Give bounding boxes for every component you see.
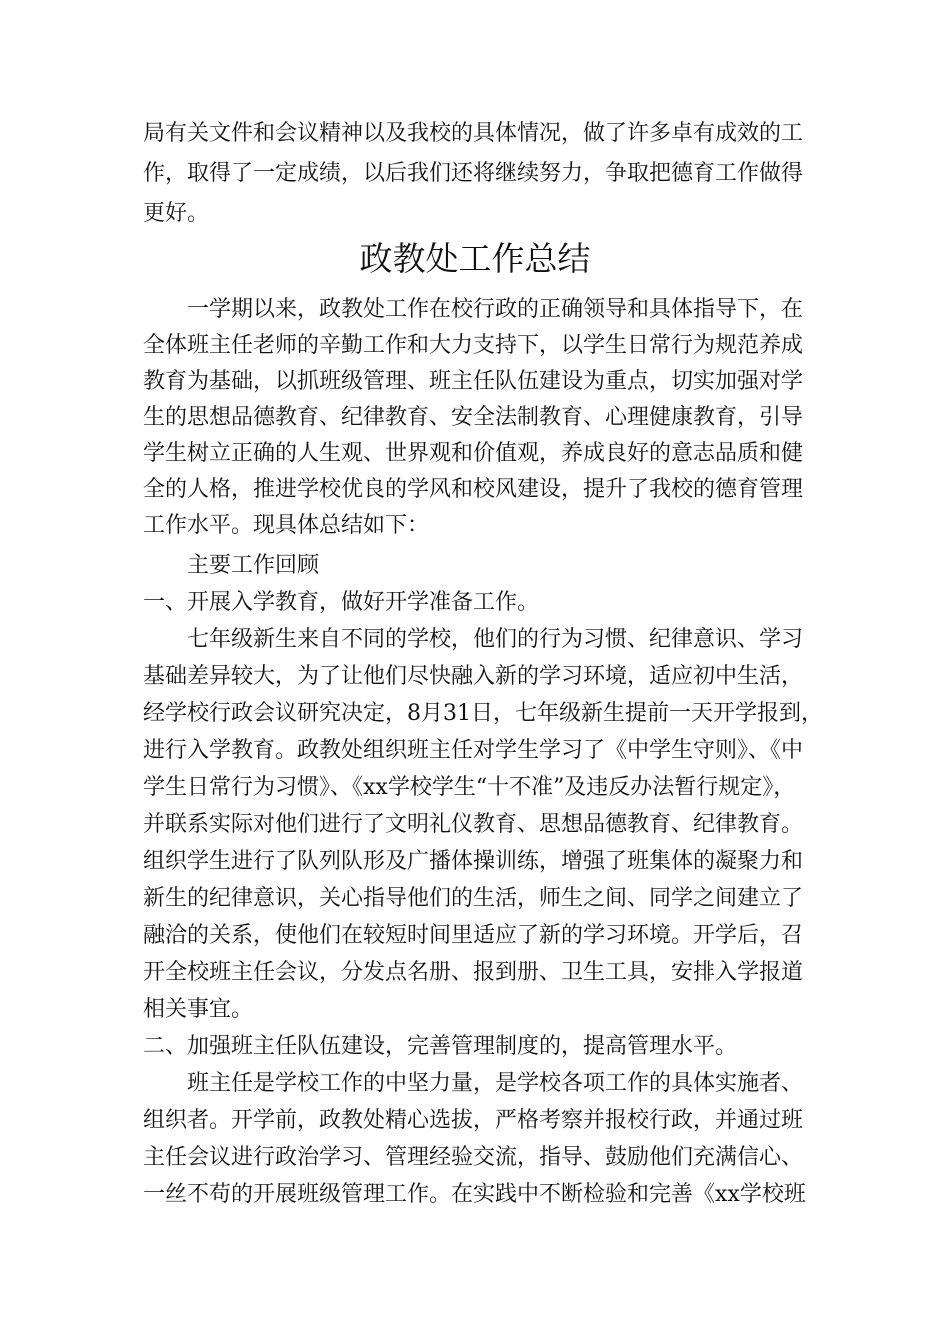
text-line: 融洽的关系，使他们在较短时间里适应了新的学习环境。开学后，召 [143, 923, 804, 948]
text-line: 相关事宜。 [143, 997, 254, 1022]
text-line: 进行入学教育。政教处组织班主任对学生学习了《中学生守则》、《中 [143, 738, 804, 763]
text-line: 生的思想品德教育、纪律教育、安全法制教育、心理健康教育，引导 [143, 405, 804, 430]
text-line: 一学期以来，政教处工作在校行政的正确领导和具体指导下，在 [143, 297, 804, 322]
text-line: 作，取得了一定成绩，以后我们还将继续努力，争取把德育工作做得 [143, 161, 804, 186]
text-line: 并联系实际对他们进行了文明礼仪教育、思想品德教育、纪律教育。 [143, 812, 804, 837]
text-line: 组织者。开学前，政教处精心选拔，严格考察并报校行政，并通过班 [143, 1108, 804, 1133]
text-line: 学生日常行为习惯》、《xx学校学生“十不准”及违反办法暂行规定》， [143, 775, 796, 800]
text-line: 教育为基础，以抓班级管理、班主任队伍建设为重点，切实加强对学 [143, 369, 804, 394]
text-line: 局有关文件和会议精神以及我校的具体情况，做了许多卓有成效的工 [143, 121, 804, 146]
section-heading: 一、开展入学教育，做好开学准备工作。 [143, 590, 540, 615]
text-line: 主任会议进行政治学习、管理经验交流，指导、鼓励他们充满信心、 [143, 1145, 804, 1170]
text-line: 全体班主任老师的辛勤工作和大力支持下，以学生日常行为规范养成 [143, 333, 804, 358]
text-line: 七年级新生来自不同的学校，他们的行为习惯、纪律意识、学习 [143, 627, 804, 652]
text-line: 一丝不苟的开展班级管理工作。在实践中不断检验和完善《xx学校班 [143, 1182, 806, 1207]
section-heading: 主要工作回顾 [143, 553, 320, 578]
text-line: 开全校班主任会议，分发点名册、报到册、卫生工具，安排入学报道 [143, 960, 804, 985]
text-line: 组织学生进行了队列队形及广播体操训练，增强了班集体的凝聚力和 [143, 849, 804, 874]
text-line: 学生树立正确的人生观、世界观和价值观，养成良好的意志品质和健 [143, 441, 804, 466]
document-title: 政教处工作总结 [359, 239, 591, 278]
text-line: 班主任是学校工作的中坚力量，是学校各项工作的具体实施者、 [143, 1071, 804, 1096]
text-line: 更好。 [143, 201, 210, 226]
text-line: 全的人格，推进学校优良的学风和校风建设，提升了我校的德育管理 [143, 477, 804, 502]
text-line: 新生的纪律意识，关心指导他们的生活，师生之间、同学之间建立了 [143, 886, 804, 911]
text-line: 工作水平。现具体总结如下： [143, 513, 430, 538]
section-heading: 二、加强班主任队伍建设，完善管理制度的，提高管理水平。 [143, 1034, 738, 1059]
text-line: 经学校行政会议研究决定，8月31日，七年级新生提前一天开学报到， [143, 701, 823, 726]
text-line: 基础差异较大，为了让他们尽快融入新的学习环境，适应初中生活， [143, 664, 804, 689]
